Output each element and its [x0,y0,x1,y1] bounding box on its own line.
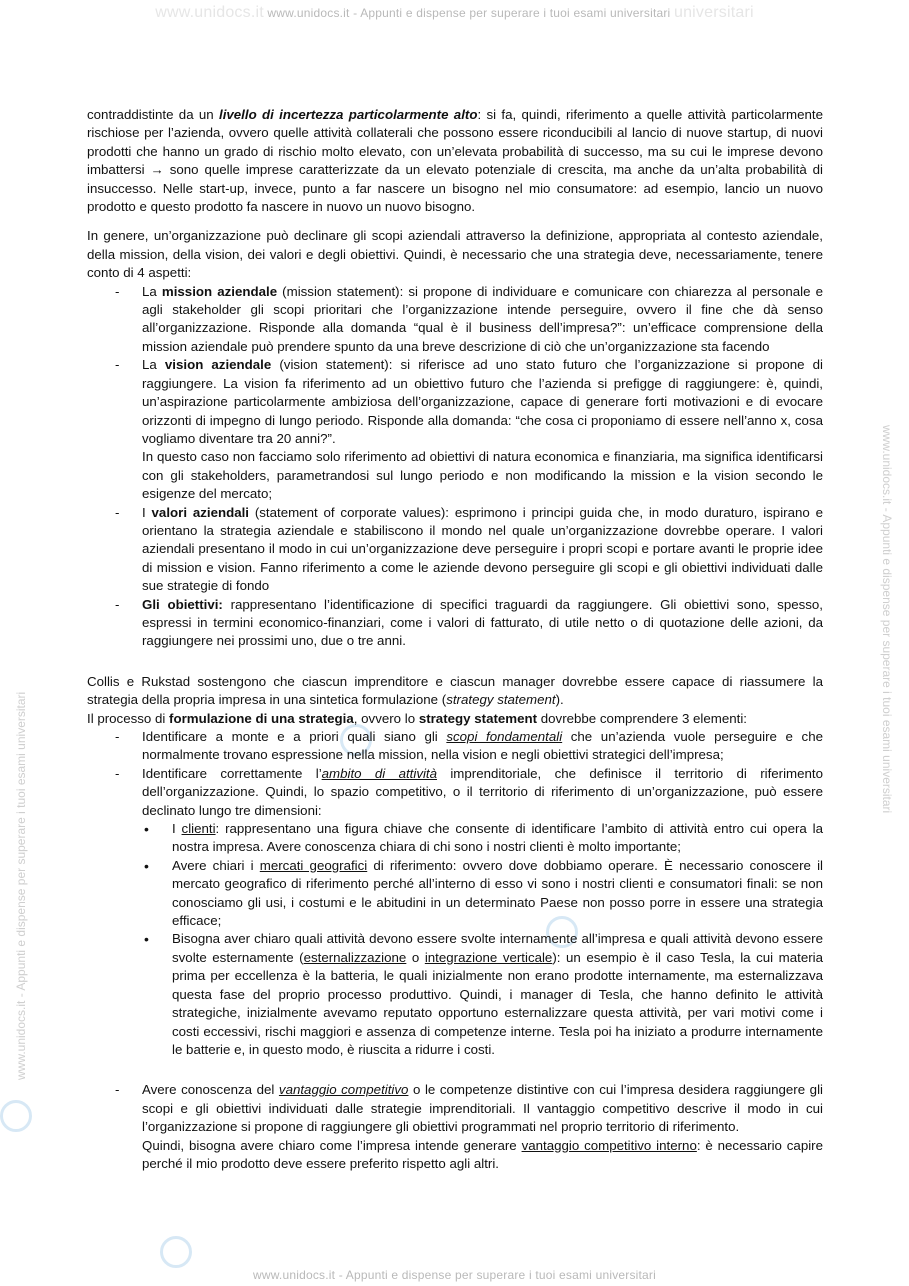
term-strategy-statement: strategy statement [418,710,538,726]
underlined-term: integrazione verticale [424,949,553,965]
document-body [87,106,823,1173]
side-watermark-left: www.unidocs.it - Appunti e dispense per superare i tuoi esami universitari [14,691,28,1080]
term-formulazione: formulazione di una strategia [169,710,354,726]
vision-extra: In questo caso non facciamo solo riferimento ad obiettivi di natura economica e finanziaria, ma significa identificarsi con gli stakeholders, parametrandosi sul lungo periodo e non modificando la mission e la vision secondo le esigenze del mercato; [142,449,823,502]
list-item-mission: - La mission aziendale (mission statement): si propone di individuare e comunicare con chiarezza al personale e agli stakeholder gli scopi prioritari che l’organizzazione intende perseguire, ovvero il fine che dà senso all’organizzazione. Risponde alla domanda “qual è il business dell’impresa?”: un’efficace comprensione della mission aziendale può prendere spunto da una breve descrizione di ciò che un’organizzazione sta facendo [87,283,823,357]
header-watermark [0,4,909,22]
underlined-term: esternalizzazione [303,949,407,965]
dimensions-list [142,820,823,1059]
watermark-text-top: www.unidocs.it - Appunti e dispense per superare i tuoi esami universitari [267,6,671,20]
underlined-term: clienti [181,821,216,837]
logo-watermark-icon [0,1100,32,1132]
list-item-values: - I valori aziendali (statement of corporate values): esprimono i principi guida che, in modo duraturo, ispirano e orientano la strategia aziendale e stabiliscono il mondo nel quale un’organizzazione dovrebbe operare. I valori aziendali presentano il modo in cui un’organizzazione deve perseguire i propri scopi e portare avanti le proprie idee di mission e vision. Fanno riferimento a come le aziende devono perseguire gli scopi e gli obiettivi individuati dalle sue strategie di fondo [87,504,823,596]
term-vision: vision aziendale [164,357,272,373]
list-item-objectives: - Gli obiettivi: rappresentano l’identificazione di specifici traguardi da raggiungere. Gli obiettivi sono, spesso, espressi in termini economico-finanziari, come i valori di fatturato, di utile netto o di quotazione delle azioni, da raggiungere nei prossimi uno, due o tre anni. [87,596,823,651]
underlined-term: ambito di attività [321,765,438,781]
list-item-vision: - La vision aziendale (vision statement): si riferisce ad uno stato futuro che l’organizzazione si propone di raggiungere. La vision fa riferimento ad un obiettivo futuro che l’azienda si prefigge di raggiungere: è, quindi, un’aspirazione particolarmente ambiziosa dell’organizzazione, capace di generare forti motivazioni e di evocare orizzonti di impegno di lungo periodo. Risponde alla domanda: “che cosa ci proponiamo di essere nell’anno x, cosa vogliamo diventare tra 20 anni?”. In questo caso non facciamo solo riferimento ad obiettivi di natura economica e finanziaria, ma significa identificarsi con gli stakeholders, parametrandosi sul lungo periodo e non modificando la mission e la vision secondo le esigenze del mercato; [87,356,823,503]
list-item-scopi: - Identificare a monte e a priori quali siano gli scopi fondamentali che un’azienda vuole perseguire e che normalmente trovano espressione nella mission, nella vision e negli obiettivi strategici dell’impresa; [87,728,823,765]
side-watermark-right: www.unidocs.it - Appunti e dispense per superare i tuoi esami universitari [880,425,894,814]
aspects-list [87,283,823,651]
footer-watermark [0,1268,909,1282]
paragraph-collis-rukstad: Collis e Rukstad sostengono che ciascun imprenditore e ciascun manager dovrebbe essere capace di riassumere la strategia della propria impresa in una sintetica formulazione (strategy statement). [87,673,823,708]
underlined-term: scopi fondamentali [446,729,563,744]
watermark-text-bottom: www.unidocs.it - Appunti e dispense per superare i tuoi esami universitari [253,1268,656,1282]
italic-term: strategy statement [446,692,556,708]
term-mission: mission aziendale [161,283,278,299]
underlined-term: vantaggio competitivo [278,1082,409,1098]
paragraph-strategy-statement: Il processo di formulazione di una strategia, ovvero lo strategy statement dovrebbe comprendere 3 elementi: [87,710,747,726]
bullet-mercati: • Avere chiari i mercati geografici di riferimento: ovvero dove dobbiamo operare. È necessario conoscere il mercato geografico di riferimento perché all’interno di esso vi sono i nostri clienti e consumatori finali: se non conosciamo gli usi, i costumi e le abitudini in un determinato Paese non posso porre in essere una strategia efficace; [142,857,823,931]
list-item-vantaggio: - Avere conoscenza del vantaggio competitivo o le competenze distintive con cui l’impresa desidera raggiungere gli scopi e gli obiettivi individuati dalle strategie imprenditoriali. Il vantaggio competitivo descrive il modo in cui l’organizzazione si propone di raggiungere gli obiettivi programmati nel proprio territorio di riferimento. Quindi, bisogna avere chiaro come l’impresa intende generare vantaggio competitivo interno: è necessario capire perché il mio prodotto deve essere preferito rispetto agli altri. [87,1081,823,1173]
elements-list [87,728,823,1173]
underlined-term: vantaggio competitivo interno [521,1137,697,1153]
emphasis-text: livello di incertezza particolarmente alto [219,107,478,122]
bullet-attivita: • Bisogna aver chiaro quali attività devono essere svolte internamente all’impresa e quali attività devono essere svolte esternamente (esternalizzazione o integrazione verticale): un esempio è il caso Tesla, la cui materia prima per eccellenza è la batteria, le quali inizialmente non erano prodotte internamente, ma esternalizzava questa fase del proprio processo produttivo. Quindi, i manager di Tesla, che hanno definito le attività strategiche, inizialmente avevamo reputato opportuno esternalizzare questa attività, per vari motivi come i costi eccessivi, rischi maggiori e assenza di competenze interne. Tesla poi ha iniziato a produrre internamente le batterie e, in questo modo, è riuscita a ridurre i costi. [142,930,823,1059]
paragraph-incertezza: contraddistinte da un livello di incertezza particolarmente alto: si fa, quindi, riferimento a quelle attività particolarmente rischiose per l’azienda, ovvero quelle attività collaterali che possono essere riconducibili al lancio di nuove startup, di nuovi prodotti che hanno un grado di rischio molto elevato, con un’elevata probabilità di successo, ma su cui le imprese devono imbattersi → sono quelle imprese caratterizzate da un elevato potenziale di crescita, ma anche da un’alta probabilità di insuccesso. Nelle start-up, invece, punto a far nascere un bisogno nel mio consumatore: ad esempio, lancio un nuovo prodotto e questo prodotto fa nascere in nuovo un nuovo bisogno. [87,107,823,215]
watermark-ghost-right: universitari [673,4,754,21]
term-values: valori aziendali [151,504,250,520]
term-objectives: Gli obiettivi: [142,596,223,612]
watermark-ghost-left: www.unidocs.it [155,4,264,21]
paragraph-scopi-aziendali: In genere, un’organizzazione può declinare gli scopi aziendali attraverso la definizione, appropriata al contesto aziendale, della mission, della vision, dei valori e degli obiettivi. Quindi, è necessario che una strategia deve, necessariamente, tenere conto di 4 aspetti: [87,228,823,281]
list-item-ambito: - Identificare correttamente l’ambito di attività imprenditoriale, che definisce il territorio di riferimento dell’organizzazione. Quindi, lo spazio competitivo, o il territorio di riferimento di un’organizzazione, può essere declinato lungo tre dimensioni: • I clienti: rappresentano una figura chiave che consente di identificare l’ambito di attività entro cui opera la nostra impresa. Avere conoscenza chiara di chi sono i nostri clienti è molto importante; • Avere chiari i mercati geografici di riferimento: ovvero dove dobbiamo operare. È necessario conoscere il mercato geografico di riferimento perché all’interno di esso vi sono i nostri clienti e consumatori finali: se non conosciamo gli usi, i costumi e le abitudini in un determinato Paese non posso porre in essere una strategia efficace; • Bisogna aver chiaro quali attività devono essere svolte internamente all’impresa e quali attività devono essere svolte esternamente (esternalizzazione o integrazione verticale): un esempio è il caso Tesla, la cui materia prima per eccellenza è la batteria, le quali inizialmente non erano prodotte internamente, ma esternalizzava questa fase del proprio processo produttivo. Quindi, i manager di Tesla, che hanno definito le attività strategiche, inizialmente avevamo reputato opportuno esternalizzare questa attività, per vari motivi come i costi eccessivi, rischi maggiori e assenza di competenze interne. Tesla poi ha iniziato a produrre internamente le batterie e, in questo modo, è riuscita a ridurre i costi. [87,765,823,1060]
bullet-clienti: • I clienti: rappresentano una figura chiave che consente di identificare l’ambito di attività entro cui opera la nostra impresa. Avere conoscenza chiara di chi sono i nostri clienti è molto importante; [142,820,823,857]
underlined-term: mercati geografici [259,857,368,873]
logo-watermark-icon [160,1236,192,1268]
